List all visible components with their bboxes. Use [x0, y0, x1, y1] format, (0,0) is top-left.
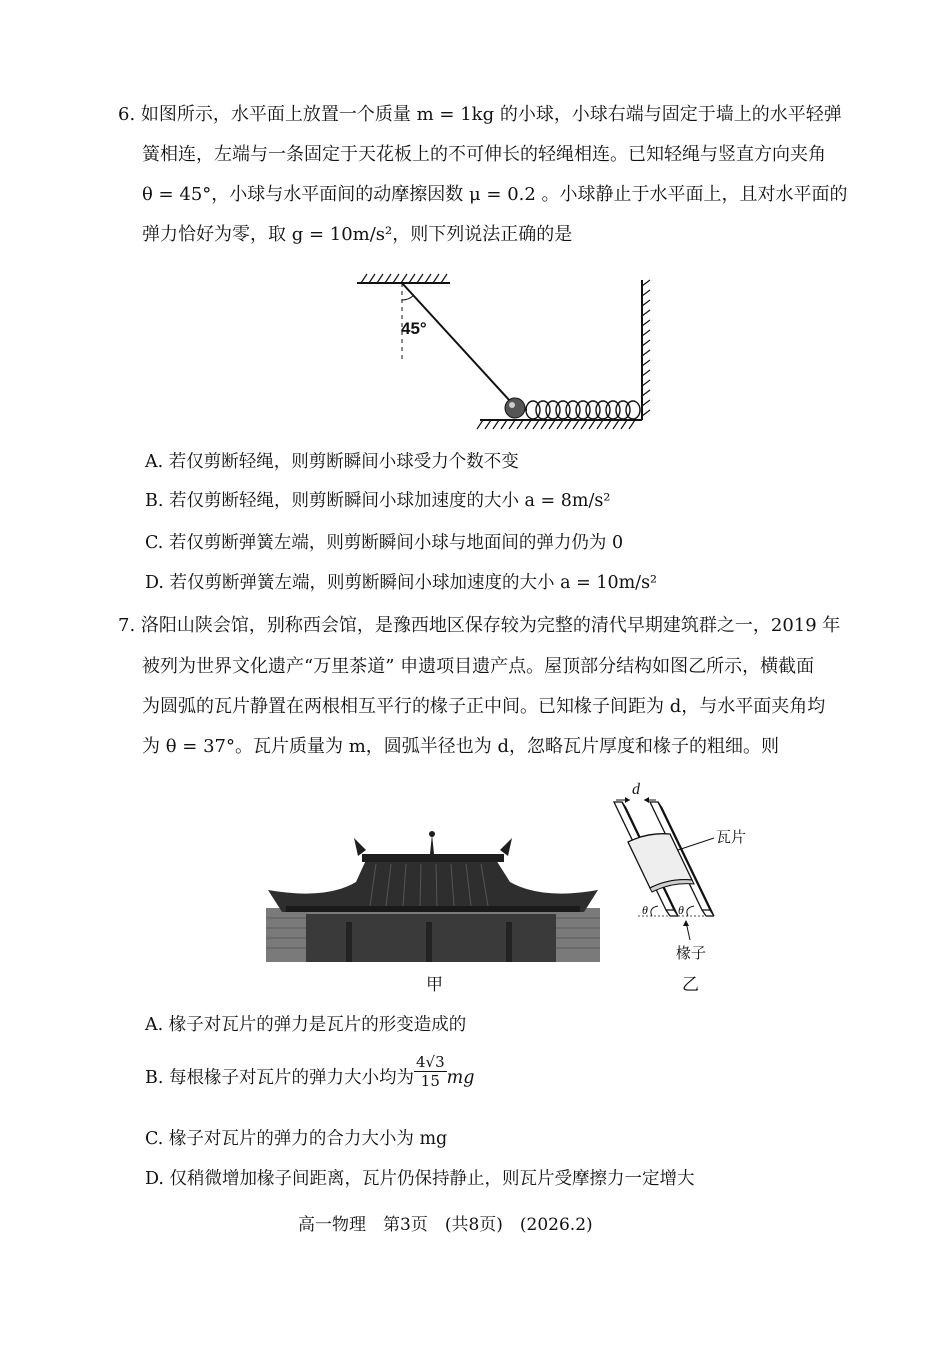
fraction-numerator: 4√3	[416, 1053, 445, 1071]
q7-line-1: 7. 洛阳山陕会馆，别称西会馆，是豫西地区保存较为完整的清代早期建筑群之一，2019 年	[118, 615, 841, 636]
theta-label-right: θ	[678, 903, 684, 917]
q6-line-2: 簧相连，左端与一条固定于天花板上的不可伸长的轻绳相连。已知轻绳与竖直方向夹角	[142, 144, 826, 165]
q7-option-d: D. 仅稍微增加椽子间距离，瓦片仍保持静止，则瓦片受摩擦力一定增大	[145, 1169, 695, 1189]
q7-line-2: 被列为世界文化遗产“万里茶道” 申遗项目遗产点。屋顶部分结构如图乙所示，横截面	[142, 656, 815, 677]
label-rafter: 椽子	[676, 944, 707, 962]
hall-photo	[266, 822, 600, 962]
theta-label-left: θ	[642, 903, 648, 917]
q7-option-b-fraction	[414, 1053, 447, 1090]
q7-option-b	[145, 1053, 475, 1090]
q6-line-3: θ = 45°，小球与水平面间的动摩擦因数 μ = 0.2 。小球静止于水平面上，且对水平面的	[142, 184, 848, 205]
q6-option-c: C. 若仅剪断弹簧左端，则剪断瞬间小球与地面间的弹力仍为 0	[145, 533, 624, 553]
q6-line-4: 弹力恰好为零，取 g = 10m/s²，则下列说法正确的是	[142, 224, 573, 245]
label-tile: 瓦片	[716, 828, 747, 846]
q7-line-4: 为 θ = 37°。瓦片质量为 m，圆弧半径也为 d，忽略瓦片厚度和椽子的粗细。则	[142, 736, 780, 757]
label-d: d	[632, 781, 640, 798]
rafter-tile-figure	[608, 780, 778, 970]
fraction-denominator: 15	[420, 1072, 440, 1090]
q6-ball-spring-figure	[355, 268, 655, 438]
q7-option-b-prefix: B. 每根椽子对瓦片的弹力大小均为	[145, 1068, 414, 1088]
q7-option-b-suffix: mg	[446, 1068, 475, 1088]
q7-option-c: C. 椽子对瓦片的弹力的合力大小为 mg	[145, 1129, 448, 1149]
q6-option-a: A. 若仅剪断轻绳，则剪断瞬间小球受力个数不变	[145, 452, 519, 472]
q7-option-a: A. 椽子对瓦片的弹力是瓦片的形变造成的	[145, 1015, 467, 1035]
q6-option-b: B. 若仅剪断轻绳，则剪断瞬间小球加速度的大小 a = 8m/s²	[145, 491, 611, 511]
q6-line-1: 6. 如图所示，水平面上放置一个质量 m = 1kg 的小球，小球右端与固定于墙上的水平轻弹	[118, 104, 842, 125]
caption-jia: 甲	[426, 975, 443, 995]
q6-option-d: D. 若仅剪断弹簧左端，则剪断瞬间小球加速度的大小 a = 10m/s²	[145, 573, 658, 593]
q7-line-3: 为圆弧的瓦片静置在两根相互平行的椽子正中间。已知椽子间距为 d，与水平面夹角均	[142, 696, 826, 717]
caption-yi: 乙	[682, 975, 699, 995]
page-footer: 高一物理 第3页 (共8页) (2026.2)	[298, 1215, 593, 1235]
angle-label: 45°	[401, 319, 427, 338]
